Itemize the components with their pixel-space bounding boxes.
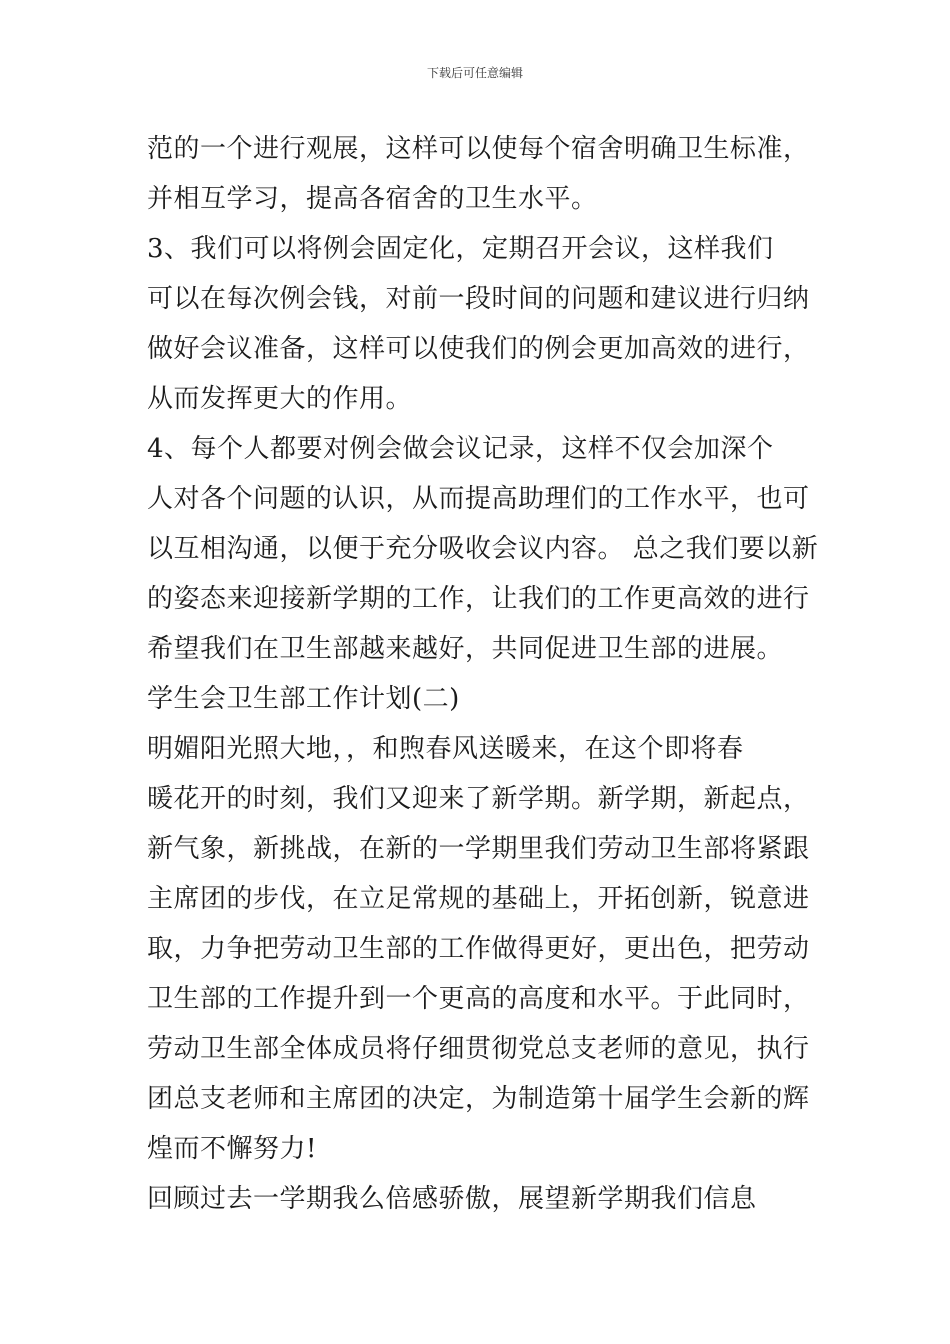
body-line: 团总支老师和主席团的决定，为制造第十届学生会新的辉 <box>147 1084 810 1114</box>
body-line: 卫生部的工作提升到一个更高的高度和水平。于此同时， <box>147 984 810 1014</box>
body-line: 3、我们可以将例会固定化，定期召开会议，这样我们 <box>147 234 774 264</box>
body-line: 做好会议准备，这样可以使我们的例会更加高效的进行， <box>147 334 810 364</box>
body-line: 劳动卫生部全体成员将仔细贯彻党总支老师的意见，执行 <box>147 1034 810 1064</box>
body-line: 新气象，新挑战，在新的一学期里我们劳动卫生部将紧跟 <box>147 834 810 864</box>
body-line: 可以在每次例会钱，对前一段时间的问题和建议进行归纳 <box>147 284 810 314</box>
body-line: 主席团的步伐，在立足常规的基础上，开拓创新，锐意进 <box>147 884 810 914</box>
page-header: 下载后可任意编辑 <box>426 66 523 80</box>
body-line: 取，力争把劳动卫生部的工作做得更好，更出色，把劳动 <box>147 934 810 964</box>
body-line: 从而发挥更大的作用。 <box>147 384 413 414</box>
section-heading: 学生会卫生部工作计划(二) <box>147 684 460 714</box>
body-line: 希望我们在卫生部越来越好，共同促进卫生部的进展。 <box>147 634 784 664</box>
body-line: 回顾过去一学期我么倍感骄傲，展望新学期我们信息 <box>147 1184 757 1214</box>
body-line: 暖花开的时刻，我们又迎来了新学期。新学期，新起点， <box>147 784 810 814</box>
body-line: 人对各个问题的认识，从而提高助理们的工作水平，也可 <box>147 484 810 514</box>
body-line: 4、每个人都要对例会做会议记录，这样不仅会加深个 <box>147 434 774 464</box>
body-line: 煌而不懈努力! <box>147 1134 317 1164</box>
body-line: 的姿态来迎接新学期的工作，让我们的工作更高效的进行 <box>147 584 810 614</box>
body-line: 明媚阳光照大地，，和煦春风送暖来，在这个即将春 <box>147 734 744 764</box>
body-line: 范的一个进行观展，这样可以使每个宿舍明确卫生标准， <box>147 134 810 164</box>
body-line: 并相互学习，提高各宿舍的卫生水平。 <box>147 184 598 214</box>
body-line: 以互相沟通，以便于充分吸收会议内容。 总之我们要以新 <box>147 534 819 564</box>
